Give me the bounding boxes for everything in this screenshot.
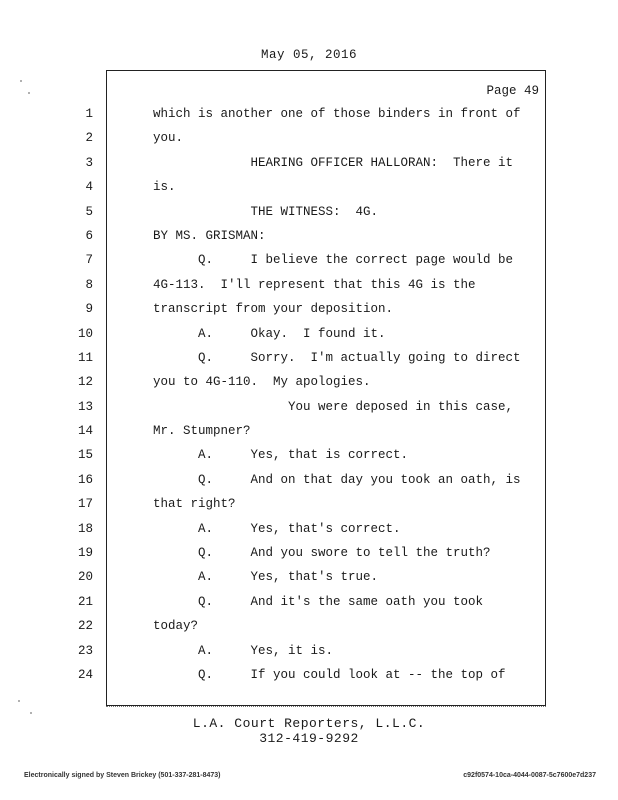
header-date: May 05, 2016 bbox=[260, 48, 357, 62]
line-text: 4G-113. I'll represent that this 4G is the bbox=[153, 277, 476, 292]
scan-speck bbox=[20, 80, 22, 82]
line-text: A. Yes, that is correct. bbox=[153, 448, 409, 463]
line-text: Q. And it's the same oath you took bbox=[153, 594, 484, 609]
line-number: 9 bbox=[85, 302, 93, 317]
line-text: which is another one of those binders in front of bbox=[153, 107, 521, 121]
line-number: 7 bbox=[85, 253, 93, 268]
line-text: Q. And you swore to tell the truth? bbox=[153, 546, 491, 561]
line-text: A. Yes, that's true. bbox=[153, 570, 379, 585]
transcript-line bbox=[85, 277, 547, 302]
line-number: 17 bbox=[77, 497, 93, 512]
line-number: 21 bbox=[77, 594, 93, 609]
line-number: 12 bbox=[77, 375, 93, 390]
line-text: BY MS. GRISMAN: bbox=[153, 228, 266, 243]
line-text: THE WITNESS: 4G. bbox=[153, 204, 379, 219]
line-number: 11 bbox=[77, 350, 93, 365]
line-number: 10 bbox=[77, 326, 93, 341]
transcript-line bbox=[77, 350, 547, 375]
court-reporter-name: L.A. Court Reporters, L.L.C. bbox=[192, 716, 426, 731]
transcript-lines bbox=[77, 107, 547, 692]
transcript-line bbox=[77, 424, 547, 448]
line-number: 22 bbox=[77, 619, 93, 634]
transcript-line bbox=[77, 497, 547, 521]
line-number: 20 bbox=[77, 570, 93, 585]
transcript-line bbox=[77, 570, 547, 594]
line-number: 14 bbox=[77, 424, 93, 439]
transcript-line bbox=[85, 107, 547, 131]
line-number: 6 bbox=[85, 228, 93, 243]
line-number: 23 bbox=[77, 643, 93, 658]
line-number: 4 bbox=[85, 180, 93, 195]
line-number: 15 bbox=[77, 448, 93, 463]
line-text: Mr. Stumpner? bbox=[153, 424, 251, 439]
line-text: Q. I believe the correct page would be bbox=[153, 253, 514, 268]
transcript-line bbox=[85, 228, 547, 253]
line-number: 5 bbox=[85, 204, 93, 219]
document-id: c92f0574-10ca-4044-0087-5c7600e7d237 bbox=[463, 772, 596, 779]
transcript-line bbox=[77, 667, 547, 692]
line-number: 19 bbox=[77, 546, 93, 561]
line-text: today? bbox=[153, 619, 199, 634]
line-text: Q. And on that day you took an oath, is bbox=[153, 472, 521, 487]
transcript-line bbox=[77, 546, 547, 570]
line-number: 2 bbox=[85, 131, 93, 146]
line-number: 18 bbox=[77, 521, 93, 536]
transcript-line bbox=[85, 204, 547, 229]
court-reporter-phone: 312-419-9292 bbox=[259, 731, 359, 746]
line-text: HEARING OFFICER HALLORAN: There it bbox=[153, 155, 514, 170]
line-text: A. Yes, it is. bbox=[153, 643, 334, 658]
line-text: A. Okay. I found it. bbox=[153, 326, 386, 341]
transcript-line bbox=[77, 448, 547, 472]
page-number: Page 49 bbox=[486, 84, 539, 98]
line-text: transcript from your deposition. bbox=[153, 302, 394, 317]
line-text: that right? bbox=[153, 497, 236, 512]
electronic-signature: Electronically signed by Steven Brickey (501-337-281-8473) bbox=[24, 772, 221, 779]
transcript-line bbox=[77, 594, 547, 619]
line-text: you to 4G-110. My apologies. bbox=[153, 375, 371, 390]
transcript-line bbox=[77, 375, 547, 399]
line-number: 13 bbox=[77, 399, 93, 414]
transcript-line bbox=[77, 643, 547, 668]
transcript-line bbox=[77, 326, 547, 351]
transcript-line bbox=[77, 399, 547, 424]
line-number: 1 bbox=[85, 107, 93, 121]
line-number: 16 bbox=[77, 472, 93, 487]
transcript-line bbox=[77, 521, 547, 546]
line-number: 3 bbox=[85, 155, 93, 170]
transcript-line bbox=[85, 302, 547, 326]
line-text: Q. Sorry. I'm actually going to direct bbox=[153, 350, 521, 365]
line-number: 24 bbox=[77, 667, 93, 682]
transcript-line bbox=[85, 253, 547, 277]
transcript-line bbox=[77, 472, 547, 497]
line-text: Q. If you could look at -- the top of bbox=[153, 667, 506, 682]
frame-bottom-edge bbox=[106, 706, 546, 710]
line-number: 8 bbox=[85, 277, 93, 292]
transcript-page-frame bbox=[77, 70, 546, 706]
scan-speck bbox=[28, 92, 30, 94]
transcript-line bbox=[85, 180, 547, 204]
transcript-line bbox=[85, 131, 547, 155]
line-text: You were deposed in this case, bbox=[153, 399, 514, 414]
line-text: you. bbox=[153, 131, 184, 146]
line-text: A. Yes, that's correct. bbox=[153, 521, 401, 536]
transcript-line bbox=[77, 619, 547, 643]
scan-speck bbox=[18, 700, 20, 702]
transcript-line bbox=[85, 155, 547, 180]
line-text: is. bbox=[153, 180, 176, 195]
scan-speck bbox=[30, 712, 32, 714]
